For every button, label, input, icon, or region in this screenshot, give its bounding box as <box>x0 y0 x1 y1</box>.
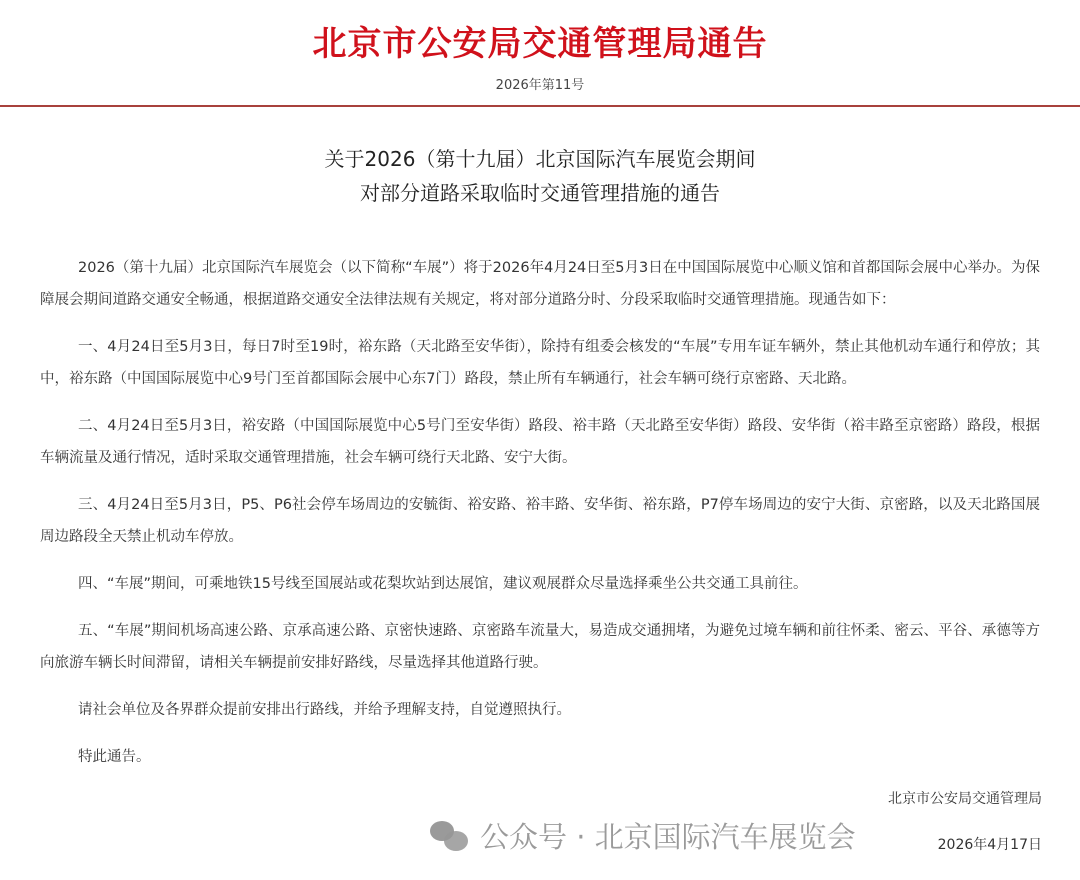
heading-line-2: 对部分道路采取临时交通管理措施的通告 <box>360 181 720 205</box>
notice-heading <box>0 142 1080 210</box>
issue-date: 2026年4月17日 <box>937 837 1042 853</box>
paragraph-item-1: 一、4月24日至5月3日，每日7时至19时，裕东路（天北路至安华街），除持有组委会核发的“车展”专用车证车辆外，禁止其他机动车通行和停放；其中，裕东路（中国国际展览中心9号门至首都国际会展中心东7门）路段，禁止所有车辆通行，社会车辆可绕行京密路、天北路。 <box>40 339 1040 387</box>
paragraph-request: 请社会单位及各界群众提前安排出行路线，并给予理解支持，自觉遵照执行。 <box>78 702 571 718</box>
heading-line-1: 关于2026（第十九届）北京国际汽车展览会期间 <box>324 147 756 171</box>
watermark-text: 公众号 · 北京国际汽车展览会 <box>480 820 856 854</box>
masthead-title: 北京市公安局交通管理局通告 <box>312 24 768 64</box>
paragraph-intro: 2026（第十九届）北京国际汽车展览会（以下简称“车展”）将于2026年4月24日至5月3日在中国国际展览中心顺义馆和首都国际会展中心举办。为保障展会期间道路交通安全畅通，根据道路交通安全法律法规有关规定，将对部分道路分时、分段采取临时交通管理措施。现通告如下： <box>40 260 1040 308</box>
wechat-icon <box>430 819 470 853</box>
header-divider <box>0 105 1080 107</box>
paragraph-item-2: 二、4月24日至5月3日，裕安路（中国国际展览中心5号门至安华街）路段、裕丰路（天北路至安华街）路段、安华街（裕丰路至京密路）路段，根据车辆流量及通行情况，适时采取交通管理措施，社会车辆可绕行天北路、安宁大街。 <box>40 418 1040 466</box>
paragraph-item-3: 三、4月24日至5月3日，P5、P6社会停车场周边的安毓街、裕安路、裕丰路、安华街、裕东路，P7停车场周边的安宁大街、京密路，以及天北路国展周边路段全天禁止机动车停放。 <box>40 497 1040 545</box>
document-number: 2026年第11号 <box>495 78 585 93</box>
paragraph-item-4: 四、“车展”期间，可乘地铁15号线至国展站或花梨坎站到达展馆，建议观展群众尽量选择乘坐公共交通工具前往。 <box>78 576 808 592</box>
watermark <box>430 815 856 856</box>
paragraph-closing: 特此通告。 <box>78 749 151 765</box>
paragraph-item-5: 五、“车展”期间机场高速公路、京承高速公路、京密快速路、京密路车流量大，易造成交通拥堵，为避免过境车辆和前往怀柔、密云、平谷、承德等方向旅游车辆长时间滞留，请相关车辆提前安排好路线，尽量选择其他道路行驶。 <box>40 623 1040 671</box>
signer: 北京市公安局交通管理局 <box>888 791 1042 807</box>
notice-body <box>40 252 1040 788</box>
